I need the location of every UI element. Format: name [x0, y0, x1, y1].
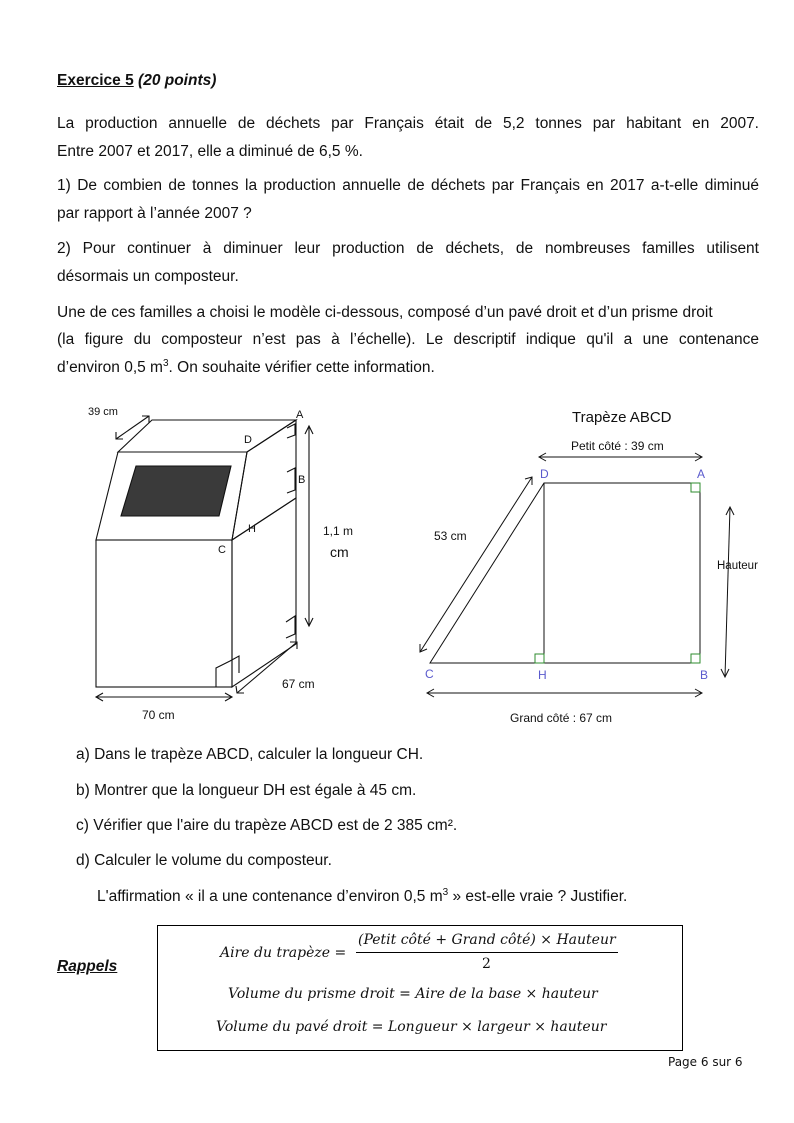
hinge-top: [287, 424, 295, 438]
composter-front-face: [96, 540, 232, 687]
exercise-points: (20 points): [138, 72, 217, 89]
composter-top-face: [118, 420, 296, 452]
question-2-line-2: désormais un composteur.: [57, 268, 239, 285]
right-angle-A: [691, 483, 700, 492]
subquestion-c: c) Vérifier que l'aire du trapèze ABCD est de 2 385 cm².: [76, 817, 458, 834]
subquestion-b: b) Montrer que la longueur DH est égale à 45 cm.: [76, 782, 417, 799]
context-line-2: (la figure du composteur n’est pas à l’échelle). Le descriptif indique qu'il a une contenance: [57, 331, 759, 348]
context-line-3-pre: d’environ 0,5 m: [57, 359, 163, 376]
grand-cote-label: Grand côté : 67 cm: [510, 711, 613, 725]
composter-3d-drawing: [96, 416, 313, 701]
right-point-H: H: [538, 668, 547, 682]
left-point-B: B: [298, 474, 306, 486]
right-angle-H: [535, 654, 544, 663]
dim-depth-label: 67 cm: [282, 677, 315, 691]
right-point-B: B: [700, 668, 709, 682]
rappels-label: Rappels: [57, 958, 118, 975]
intro-line-1: La production annuelle de déchets par Français était de 5,2 tonnes par habitant en 2007.: [57, 115, 759, 132]
formula-box: [157, 925, 683, 1051]
formula-1-numerator: (Petit côté + Grand côté) × Hauteur: [358, 932, 616, 948]
page-number: Page 6 sur 6: [668, 1055, 743, 1069]
context-line-3-sup: 3: [162, 357, 169, 369]
composter-window: [121, 466, 231, 516]
formula-1-lhs: Aire du trapèze =: [220, 945, 347, 961]
question-1-line-1: 1) De combien de tonnes la production annuelle de déchets par Français en 2017 a-t-elle diminué: [57, 177, 759, 194]
fraction-bar: [356, 952, 618, 953]
context-line-3: [57, 354, 759, 382]
right-angle-marks: [535, 483, 700, 663]
dim-height-label: 1,1 m: [323, 524, 354, 538]
formula-2: Volume du prisme droit = Aire de la base × hauteur: [228, 986, 598, 1002]
right-point-C: C: [425, 667, 434, 681]
door-corner: [216, 656, 239, 687]
context-line-1: Une de ces familles a choisi le modèle ci-dessous, composé d’un pavé droit et d’un prisme droit: [57, 304, 713, 321]
subquestion-d: d) Calculer le volume du composteur.: [76, 852, 332, 869]
oblique-label: 53 cm: [434, 529, 467, 543]
formula-1-denominator: 2: [482, 956, 491, 972]
trapezoid-drawing: [420, 453, 734, 697]
left-point-A: A: [296, 409, 304, 421]
left-point-H: H: [248, 523, 256, 535]
subquestion-a: a) Dans le trapèze ABCD, calculer la longueur CH.: [76, 746, 424, 763]
final-question-post: » est-elle vraie ? Justifier.: [448, 888, 628, 905]
right-point-D: D: [540, 467, 549, 481]
final-question-pre: L'affirmation « il a une contenance d’environ 0,5 m: [97, 888, 443, 905]
hinge-middle: [287, 468, 295, 493]
left-point-D: D: [244, 434, 252, 446]
exercise-title-text: Exercice 5: [57, 72, 134, 89]
composter-upper-side: [232, 420, 296, 540]
right-angle-B: [691, 654, 700, 663]
right-point-A: A: [697, 467, 706, 481]
final-question-sup: 3: [442, 886, 449, 898]
formula-3: Volume du pavé droit = Longueur × largeur × hauteur: [216, 1019, 607, 1035]
trapezoid-title: Trapèze ABCD: [572, 409, 672, 426]
question-1-line-2: par rapport à l’année 2007 ?: [57, 205, 252, 222]
dim-height-unit: cm: [330, 544, 349, 560]
petit-cote-label: Petit côté : 39 cm: [571, 439, 664, 453]
composter-figures: [0, 390, 794, 735]
intro-line-2: Entre 2007 et 2017, elle a diminué de 6,5 %.: [57, 143, 363, 160]
dim-width-label: 70 cm: [142, 708, 175, 722]
left-point-C: C: [218, 544, 226, 556]
final-question: [97, 888, 627, 906]
context-line-3-post: . On souhaite vérifier cette information.: [168, 359, 435, 376]
exercise-title: [57, 72, 216, 90]
question-2-line-1: 2) Pour continuer à diminuer leur production de déchets, de nombreuses familles utilisent: [57, 240, 759, 257]
composter-side-face: [232, 498, 296, 687]
dim-top-label: 39 cm: [88, 406, 118, 418]
hauteur-label: Hauteur: [717, 560, 758, 572]
hinge-bottom: [286, 616, 295, 638]
